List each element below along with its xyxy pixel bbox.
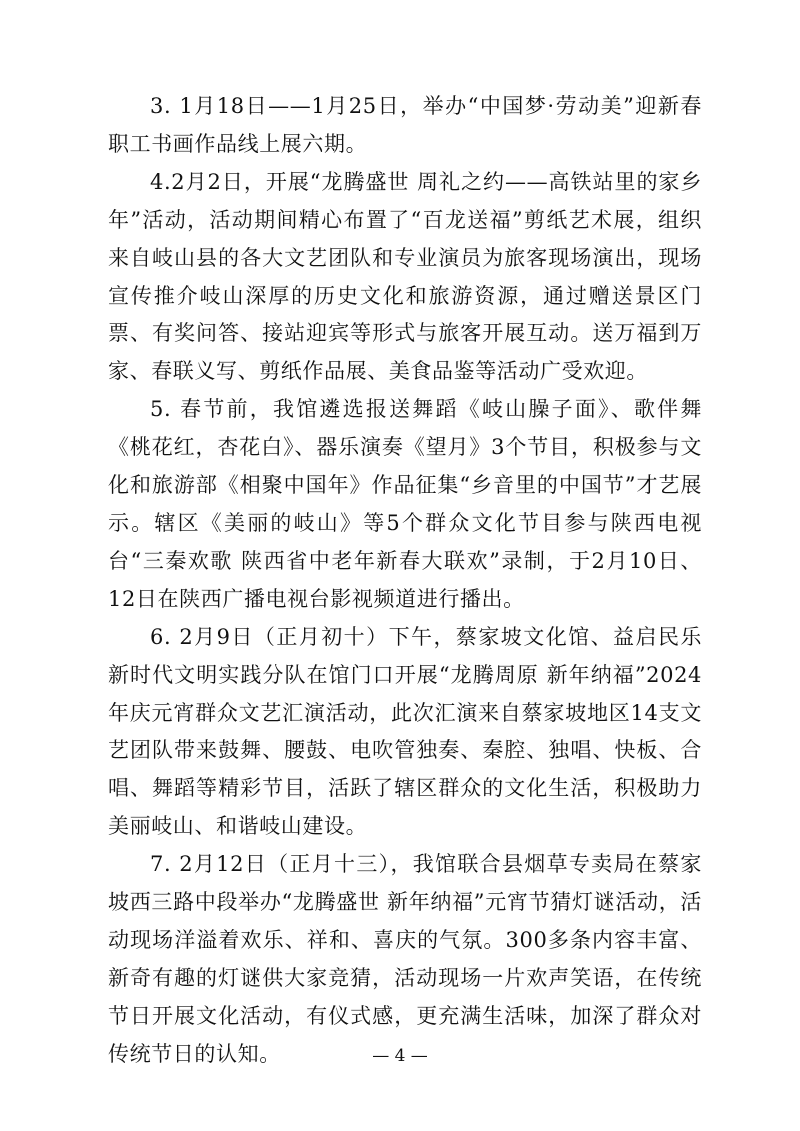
page-number: — 4 —	[372, 1046, 428, 1066]
document-body	[108, 88, 702, 1074]
paragraph-item-7: 7. 2月12日（正月十三），我馆联合县烟草专卖局在蔡家坡西三路中段举办“龙腾盛世 新年纳福”元宵节猜灯谜活动，活动现场洋溢着欢乐、祥和、喜庆的气氛。300多条内容丰富、新奇有趣的灯谜供大家竞猜，活动现场一片欢声笑语，在传统节日开展文化活动，有仪式感，更充满生活味，加深了群众对传统节日的认知。	[108, 852, 702, 1066]
paragraph-item-5: 5. 春节前，我馆遴选报送舞蹈《岐山臊子面》、歌伴舞《桃花红，杏花白》、器乐演奏《望月》3个节目，积极参与文化和旅游部《相聚中国年》作品征集“乡音里的中国节”才艺展示。辖区《美丽的岐山》等5个群众文化节目参与陕西电视台“三秦欢歌 陕西省中老年新春大联欢”录制，于2月10日、12日在陕西广播电视台影视频道进行播出。	[108, 397, 702, 611]
paragraph-item-3: 3. 1月18日——1月25日，举办“中国梦·劳动美”迎新春职工书画作品线上展六期。	[108, 94, 702, 156]
paragraph-item-6: 6. 2月9日（正月初十）下午，蔡家坡文化馆、益启民乐新时代文明实践分队在馆门口开展“龙腾周原 新年纳福”2024年庆元宵群众文艺汇演活动，此次汇演来自蔡家坡地区14支文艺团队带来鼓舞、腰鼓、电吹管独奏、秦腔、独唱、快板、合唱、舞蹈等精彩节目，活跃了辖区群众的文化生活，积极助力美丽岐山、和谐岐山建设。	[108, 624, 702, 839]
paragraph-item-4: 4.2月2日，开展“龙腾盛世 周礼之约——高铁站里的家乡年”活动，活动期间精心布置了“百龙送福”剪纸艺术展，组织来自岐山县的各大文艺团队和专业演员为旅客现场演出，现场宣传推介岐山深厚的历史文化和旅游资源，通过赠送景区门票、有奖问答、接站迎宾等形式与旅客开展互动。送万福到万家、春联义写、剪纸作品展、美食品鉴等活动广受欢迎。	[108, 169, 702, 384]
